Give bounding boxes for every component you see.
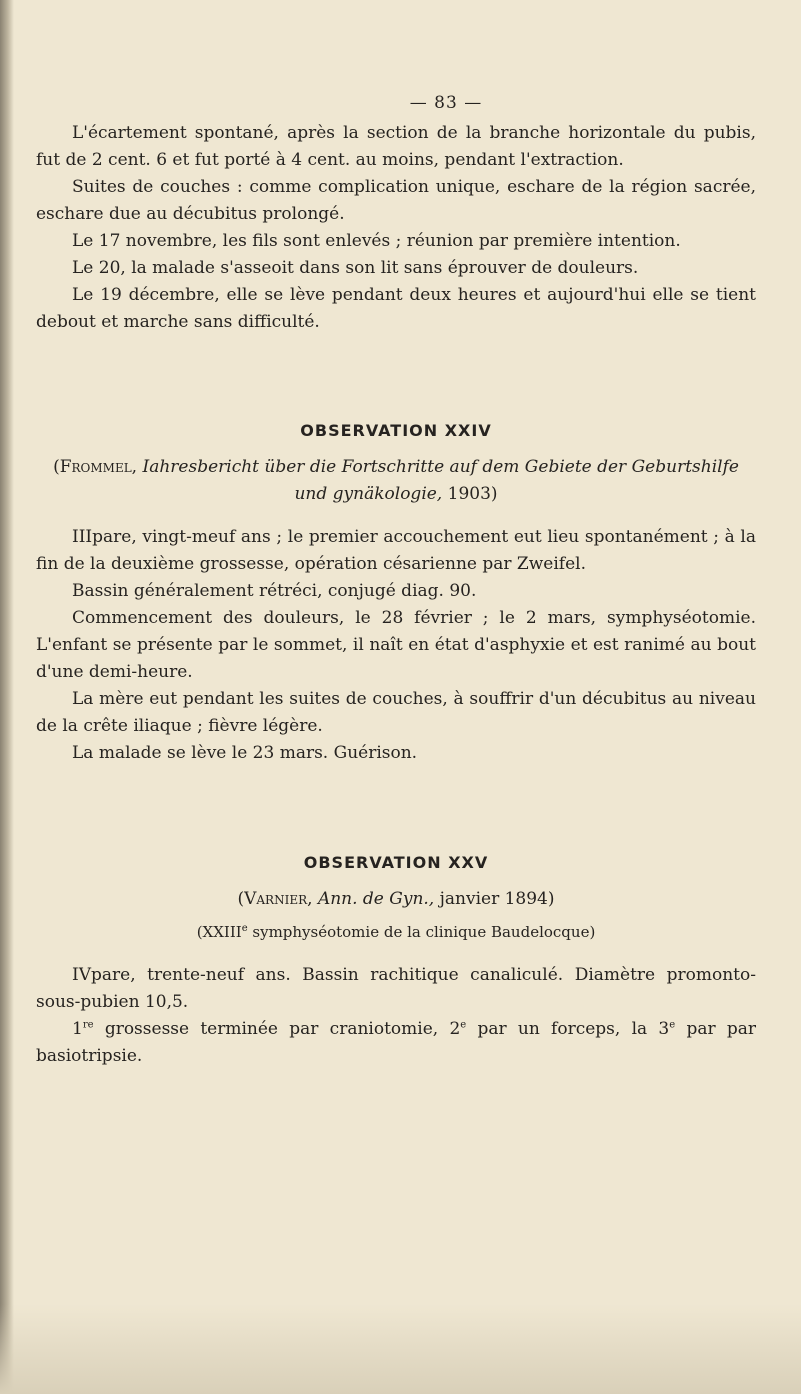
paragraph: IIIpare, vingt-meuf ans ; le premier accouchement eut lieu spontanément ; à la fin de la deuxième grossesse, opération césarienne par Zweifel. (36, 527, 756, 574)
citation-year: 1903) (447, 484, 498, 504)
citation-note (36, 919, 756, 946)
page-binding-edge (0, 0, 14, 1394)
ordinal-superscript: re (82, 1019, 94, 1031)
text-run: grossesse terminée par craniotomie, 2 (104, 1019, 461, 1039)
paragraph: La malade se lève le 23 mars. Guérison. (72, 743, 418, 763)
citation-open: ( (237, 889, 245, 909)
ordinal-superscript: e (669, 1019, 676, 1031)
paragraph: IVpare, trente-neuf ans. Bassin rachitique canaliculé. Diamètre promonto-sous-pubien 10,5. (36, 965, 756, 1012)
page-shading (0, 1304, 801, 1394)
text-run: par par basiotripsie. (36, 1019, 756, 1066)
citation-author: Frommel, (59, 457, 138, 477)
paragraph: Le 19 décembre, elle se lève pendant deux heures et aujourd'hui elle se tient debout et marche sans difficulté. (36, 285, 756, 332)
paragraph: Commencement des douleurs, le 28 février ; le 2 mars, symphyséotomie. L'enfant se présente par le sommet, il naît en état d'asphyxie et est ranimé au bout d'une demi-heure. (36, 608, 756, 682)
citation (36, 886, 756, 913)
citation-author: Varnier, (244, 889, 313, 909)
note-number: (XXIII (196, 923, 242, 941)
citation-open: ( (53, 457, 60, 477)
citation (36, 454, 756, 508)
paragraph: Suites de couches : comme complication unique, eschare de la région sacrée, eschare due au décubitus prolongé. (36, 177, 756, 224)
document-page (36, 90, 756, 1070)
paragraph: L'écartement spontané, après la section de la branche horizontale du pubis, fut de 2 cent. 6 et fut porté à 4 cent. au moins, pendant l'extraction. (36, 123, 756, 170)
citation-date: janvier 1894) (439, 889, 555, 909)
paragraph: La mère eut pendant les suites de couches, à souffrir d'un décubitus au niveau de la crête iliaque ; fièvre légère. (36, 689, 756, 736)
note-text: symphyséotomie de la clinique Baudelocque) (252, 923, 596, 941)
note-superscript: e (241, 923, 248, 934)
observation-heading: OBSERVATION XXIV (300, 421, 492, 440)
paragraph: Bassin généralement rétréci, conjugé diag. 90. (72, 581, 477, 601)
paragraph: Le 20, la malade s'asseoit dans son lit sans éprouver de douleurs. (72, 258, 639, 278)
paragraph: Le 17 novembre, les fils sont enlevés ; réunion par première intention. (72, 231, 681, 251)
text-run: par un forceps, la 3 (477, 1019, 670, 1039)
ordinal: 1 (72, 1019, 83, 1039)
citation-work: Iahresbericht über die Fortschritte auf dem Gebiete der Geburtshilfe und gynäkologie, (142, 457, 739, 504)
page-number: — 83 — (409, 93, 483, 113)
paragraph (36, 1016, 756, 1070)
observation-heading: OBSERVATION XXV (303, 853, 489, 872)
ordinal-superscript: e (460, 1019, 467, 1031)
citation-work: Ann. de Gyn., (317, 889, 435, 909)
